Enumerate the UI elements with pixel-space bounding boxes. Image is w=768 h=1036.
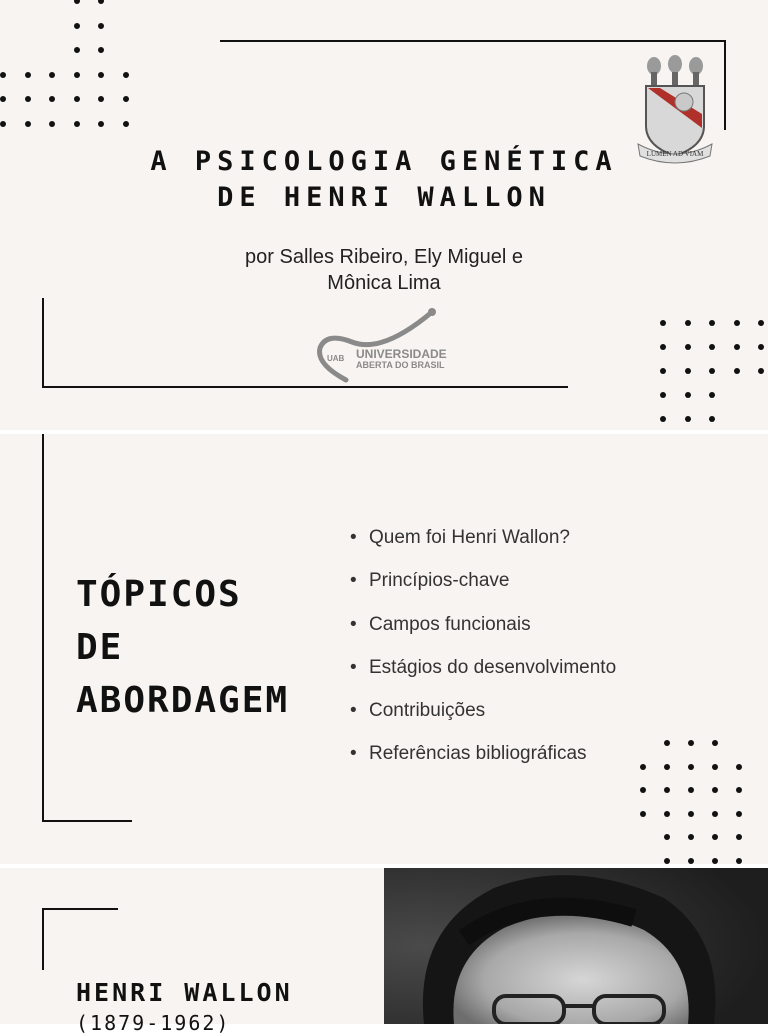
decorative-dot bbox=[74, 23, 80, 29]
topic-label: Estágios do desenvolvimento bbox=[369, 656, 617, 678]
decorative-dot bbox=[123, 121, 129, 127]
decorative-dot bbox=[685, 368, 691, 374]
person-name: HENRI WALLON bbox=[76, 978, 293, 1007]
list-item bbox=[350, 567, 616, 610]
decorative-dot bbox=[712, 787, 718, 793]
decorative-dot bbox=[685, 320, 691, 326]
decorative-dot bbox=[664, 811, 670, 817]
decorative-dot bbox=[758, 368, 764, 374]
decorative-dot bbox=[688, 764, 694, 770]
decorative-dot bbox=[736, 858, 742, 864]
uab-line-1: UNIVERSIDADE bbox=[356, 347, 447, 361]
decorative-dot bbox=[74, 0, 80, 4]
decorative-dot bbox=[685, 392, 691, 398]
decorative-dot bbox=[688, 740, 694, 746]
list-item bbox=[350, 524, 616, 567]
decorative-dot bbox=[0, 96, 6, 102]
decorative-dot bbox=[640, 811, 646, 817]
decorative-dot bbox=[123, 72, 129, 78]
presentation-title bbox=[0, 144, 768, 216]
list-item bbox=[350, 611, 616, 654]
decorative-dot bbox=[758, 344, 764, 350]
uab-logo bbox=[312, 304, 462, 384]
topics-heading bbox=[76, 568, 289, 727]
decorative-dot bbox=[664, 858, 670, 864]
decorative-dot bbox=[734, 344, 740, 350]
decorative-dot bbox=[736, 834, 742, 840]
dot-pattern-bottom-right bbox=[640, 740, 760, 864]
heading-line-1: TÓPICOS bbox=[76, 574, 242, 615]
decorative-dot bbox=[49, 96, 55, 102]
topic-list bbox=[350, 524, 616, 784]
decorative-dot bbox=[25, 72, 31, 78]
authors-line-2: Mônica Lima bbox=[327, 272, 441, 294]
decorative-dot bbox=[123, 96, 129, 102]
list-item bbox=[350, 654, 616, 697]
decorative-dot bbox=[640, 787, 646, 793]
dot-pattern-right bbox=[660, 320, 768, 430]
frame-line-top bbox=[220, 40, 726, 42]
decorative-dot bbox=[709, 320, 715, 326]
decorative-dot bbox=[709, 392, 715, 398]
decorative-dot bbox=[98, 96, 104, 102]
decorative-dot bbox=[664, 764, 670, 770]
title-slide bbox=[0, 0, 768, 430]
authors-line-1: por Salles Ribeiro, Ely Miguel e bbox=[245, 246, 523, 268]
decorative-dot bbox=[98, 72, 104, 78]
topic-label: Princípios-chave bbox=[369, 570, 510, 592]
decorative-dot bbox=[74, 47, 80, 53]
bullet: • bbox=[350, 656, 357, 678]
topic-label: Referências bibliográficas bbox=[369, 743, 587, 765]
decorative-dot bbox=[660, 392, 666, 398]
frame-line-left bbox=[42, 434, 44, 822]
decorative-dot bbox=[25, 121, 31, 127]
person-years: (1879-1962) bbox=[76, 1011, 231, 1035]
decorative-dot bbox=[98, 47, 104, 53]
decorative-dot bbox=[736, 787, 742, 793]
topic-label: Campos funcionais bbox=[369, 613, 531, 635]
topic-label: Quem foi Henri Wallon? bbox=[369, 527, 570, 548]
decorative-dot bbox=[49, 121, 55, 127]
decorative-dot bbox=[709, 368, 715, 374]
decorative-dot bbox=[640, 764, 646, 770]
decorative-dot bbox=[712, 834, 718, 840]
title-line-2: DE HENRI WALLON bbox=[217, 182, 551, 213]
decorative-dot bbox=[734, 368, 740, 374]
decorative-dot bbox=[660, 320, 666, 326]
bullet: • bbox=[350, 527, 357, 548]
list-item bbox=[350, 740, 616, 783]
decorative-dot bbox=[0, 72, 6, 78]
bullet: • bbox=[350, 700, 357, 722]
decorative-dot bbox=[660, 344, 666, 350]
decorative-dot bbox=[712, 811, 718, 817]
decorative-dot bbox=[685, 344, 691, 350]
decorative-dot bbox=[712, 764, 718, 770]
decorative-dot bbox=[74, 96, 80, 102]
decorative-dot bbox=[688, 834, 694, 840]
heading-line-2: DE bbox=[76, 627, 124, 668]
bullet: • bbox=[350, 613, 357, 635]
decorative-dot bbox=[98, 23, 104, 29]
decorative-dot bbox=[712, 858, 718, 864]
decorative-dot bbox=[688, 858, 694, 864]
frame-line-top-right bbox=[724, 40, 726, 130]
frame-line-bottom bbox=[42, 820, 132, 822]
authors bbox=[184, 244, 584, 296]
topic-label: Contribuições bbox=[369, 700, 486, 722]
heading-line-3: ABORDAGEM bbox=[76, 680, 290, 721]
decorative-dot bbox=[688, 787, 694, 793]
list-item bbox=[350, 697, 616, 740]
decorative-dot bbox=[25, 96, 31, 102]
decorative-dot bbox=[98, 121, 104, 127]
decorative-dot bbox=[685, 416, 691, 422]
uab-abbr: UAB bbox=[327, 354, 345, 363]
frame-line-bottom bbox=[42, 386, 568, 388]
decorative-dot bbox=[98, 0, 104, 4]
decorative-dot bbox=[736, 811, 742, 817]
decorative-dot bbox=[709, 344, 715, 350]
portrait-image bbox=[384, 868, 768, 1024]
dot-pattern-top-left bbox=[0, 0, 147, 145]
decorative-dot bbox=[49, 72, 55, 78]
frame-line-left bbox=[42, 298, 44, 388]
frame-line-left bbox=[42, 908, 44, 970]
decorative-dot bbox=[736, 764, 742, 770]
decorative-dot bbox=[758, 320, 764, 326]
frame-line-top bbox=[42, 908, 118, 910]
bullet: • bbox=[350, 743, 357, 765]
title-line-1: A PSICOLOGIA GENÉTICA bbox=[150, 146, 618, 177]
decorative-dot bbox=[712, 740, 718, 746]
henri-wallon-portrait bbox=[384, 868, 768, 1024]
decorative-dot bbox=[74, 121, 80, 127]
crest-motto: LUMEN AD VIAM bbox=[646, 150, 704, 158]
decorative-dot bbox=[664, 787, 670, 793]
decorative-dot bbox=[0, 121, 6, 127]
decorative-dot bbox=[688, 811, 694, 817]
decorative-dot bbox=[74, 72, 80, 78]
decorative-dot bbox=[660, 416, 666, 422]
uab-line-2: ABERTA DO BRASIL bbox=[356, 360, 445, 370]
bullet: • bbox=[350, 570, 357, 592]
decorative-dot bbox=[664, 740, 670, 746]
decorative-dot bbox=[660, 368, 666, 374]
decorative-dot bbox=[734, 320, 740, 326]
decorative-dot bbox=[664, 834, 670, 840]
decorative-dot bbox=[709, 416, 715, 422]
